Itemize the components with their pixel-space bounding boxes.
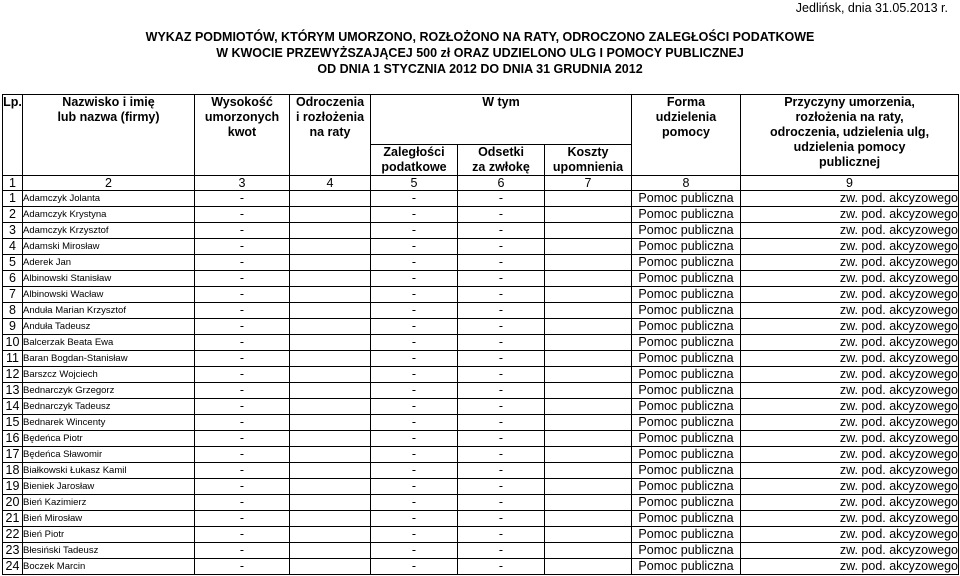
row-interest: - [458, 367, 545, 383]
row-arrears: - [371, 271, 458, 287]
row-name: Anduła Marian Krzysztof [23, 303, 195, 319]
row-deferral [290, 511, 371, 527]
row-amount: - [195, 543, 290, 559]
row-form: Pomoc publiczna [632, 367, 741, 383]
row-arrears: - [371, 559, 458, 575]
header-deferral-line: na raty [309, 125, 351, 139]
row-reason: zw. pod. akcyzowego [741, 399, 959, 415]
row-name: Bednarczyk Tadeusz [23, 399, 195, 415]
column-number: 9 [741, 176, 959, 191]
title-line: WYKAZ PODMIOTÓW, KTÓRYM UMORZONO, ROZŁOŻONO NA RATY, ODROCZONO ZALEGŁOŚCI PODATKOWE [145, 30, 815, 44]
row-name: Będeńca Piotr [23, 431, 195, 447]
row-deferral [290, 207, 371, 223]
row-form: Pomoc publiczna [632, 303, 741, 319]
row-reason: zw. pod. akcyzowego [741, 319, 959, 335]
row-amount: - [195, 463, 290, 479]
row-deferral [290, 319, 371, 335]
row-reason: zw. pod. akcyzowego [741, 559, 959, 575]
row-reason: zw. pod. akcyzowego [741, 335, 959, 351]
row-form: Pomoc publiczna [632, 239, 741, 255]
row-amount: - [195, 479, 290, 495]
row-deferral [290, 559, 371, 575]
header-costs [545, 145, 632, 176]
row-form: Pomoc publiczna [632, 479, 741, 495]
row-arrears: - [371, 463, 458, 479]
row-form: Pomoc publiczna [632, 399, 741, 415]
row-interest: - [458, 527, 545, 543]
row-arrears: - [371, 415, 458, 431]
row-name: Białkowski Łukasz Kamil [23, 463, 195, 479]
row-amount: - [195, 447, 290, 463]
header-reasons-line: rozłożenia na raty, [795, 110, 904, 124]
row-interest: - [458, 351, 545, 367]
row-arrears: - [371, 511, 458, 527]
row-lp: 9 [3, 319, 23, 335]
row-deferral [290, 351, 371, 367]
row-form: Pomoc publiczna [632, 191, 741, 207]
row-reason: zw. pod. akcyzowego [741, 479, 959, 495]
table-row [3, 415, 959, 431]
header-form-line: pomocy [662, 125, 710, 139]
row-form: Pomoc publiczna [632, 543, 741, 559]
row-lp: 6 [3, 271, 23, 287]
row-reason: zw. pod. akcyzowego [741, 207, 959, 223]
row-deferral [290, 335, 371, 351]
row-name: Bień Mirosław [23, 511, 195, 527]
table-row [3, 223, 959, 239]
row-lp: 17 [3, 447, 23, 463]
row-reason: zw. pod. akcyzowego [741, 527, 959, 543]
row-reason: zw. pod. akcyzowego [741, 495, 959, 511]
header-lp: Lp. [3, 95, 23, 176]
column-number: 4 [290, 176, 371, 191]
row-deferral [290, 303, 371, 319]
table-row [3, 303, 959, 319]
row-interest: - [458, 543, 545, 559]
row-amount: - [195, 383, 290, 399]
row-form: Pomoc publiczna [632, 447, 741, 463]
row-reason: zw. pod. akcyzowego [741, 367, 959, 383]
row-amount: - [195, 559, 290, 575]
row-form: Pomoc publiczna [632, 207, 741, 223]
row-name: Adamski Mirosław [23, 239, 195, 255]
row-costs [545, 287, 632, 303]
header-amount [195, 95, 290, 176]
row-lp: 3 [3, 223, 23, 239]
row-reason: zw. pod. akcyzowego [741, 447, 959, 463]
row-amount: - [195, 271, 290, 287]
row-arrears: - [371, 335, 458, 351]
row-deferral [290, 255, 371, 271]
row-costs [545, 351, 632, 367]
row-interest: - [458, 287, 545, 303]
row-deferral [290, 191, 371, 207]
row-reason: zw. pod. akcyzowego [741, 415, 959, 431]
title-line: OD DNIA 1 STYCZNIA 2012 DO DNIA 31 GRUDNIA 2012 [317, 62, 643, 76]
row-reason: zw. pod. akcyzowego [741, 431, 959, 447]
header-arrears [371, 145, 458, 176]
document-title [0, 29, 960, 77]
row-lp: 11 [3, 351, 23, 367]
header-costs-line: Koszty [567, 145, 609, 159]
row-form: Pomoc publiczna [632, 511, 741, 527]
header-interest [458, 145, 545, 176]
row-form: Pomoc publiczna [632, 415, 741, 431]
title-line: W KWOCIE PRZEWYŻSZAJĄCEJ 500 zł ORAZ UDZIELONO ULG I POMOCY PUBLICZNEJ [216, 46, 744, 60]
column-number: 7 [545, 176, 632, 191]
row-arrears: - [371, 319, 458, 335]
row-lp: 12 [3, 367, 23, 383]
table-row [3, 335, 959, 351]
header-reasons-line: Przyczyny umorzenia, [784, 95, 915, 109]
row-amount: - [195, 431, 290, 447]
header-reasons-line: udzielenia pomocy [793, 140, 906, 154]
row-arrears: - [371, 191, 458, 207]
header-amount-line: umorzonych [204, 110, 280, 124]
row-deferral [290, 383, 371, 399]
row-reason: zw. pod. akcyzowego [741, 191, 959, 207]
header-form-line: udzielenia [655, 110, 717, 124]
row-costs [545, 447, 632, 463]
table-row [3, 479, 959, 495]
row-reason: zw. pod. akcyzowego [741, 287, 959, 303]
row-form: Pomoc publiczna [632, 559, 741, 575]
header-interest-line: Odsetki [478, 145, 524, 159]
row-deferral [290, 239, 371, 255]
row-form: Pomoc publiczna [632, 271, 741, 287]
row-lp: 1 [3, 191, 23, 207]
row-arrears: - [371, 399, 458, 415]
row-interest: - [458, 383, 545, 399]
row-name: Barszcz Wojciech [23, 367, 195, 383]
row-name: Anduła Tadeusz [23, 319, 195, 335]
row-lp: 2 [3, 207, 23, 223]
table-row [3, 271, 959, 287]
row-lp: 18 [3, 463, 23, 479]
row-deferral [290, 271, 371, 287]
row-lp: 10 [3, 335, 23, 351]
row-reason: zw. pod. akcyzowego [741, 511, 959, 527]
row-reason: zw. pod. akcyzowego [741, 239, 959, 255]
document-date: Jedlińsk, dnia 31.05.2013 r. [795, 1, 948, 15]
row-form: Pomoc publiczna [632, 495, 741, 511]
column-number: 3 [195, 176, 290, 191]
row-name: Aderek Jan [23, 255, 195, 271]
row-deferral [290, 447, 371, 463]
row-lp: 7 [3, 287, 23, 303]
row-amount: - [195, 399, 290, 415]
row-amount: - [195, 319, 290, 335]
header-name-line: lub nazwa (firmy) [57, 110, 160, 124]
row-lp: 20 [3, 495, 23, 511]
table-row [3, 399, 959, 415]
row-name: Błesiński Tadeusz [23, 543, 195, 559]
row-interest: - [458, 223, 545, 239]
table-row [3, 543, 959, 559]
row-interest: - [458, 399, 545, 415]
row-interest: - [458, 303, 545, 319]
table-row [3, 287, 959, 303]
row-arrears: - [371, 207, 458, 223]
table-row [3, 559, 959, 575]
row-reason: zw. pod. akcyzowego [741, 383, 959, 399]
row-interest: - [458, 271, 545, 287]
row-deferral [290, 223, 371, 239]
header-w-tym: W tym [371, 95, 632, 145]
row-name: Balcerzak Beata Ewa [23, 335, 195, 351]
row-amount: - [195, 287, 290, 303]
table-row [3, 239, 959, 255]
row-lp: 14 [3, 399, 23, 415]
table-row [3, 511, 959, 527]
row-form: Pomoc publiczna [632, 223, 741, 239]
row-reason: zw. pod. akcyzowego [741, 463, 959, 479]
row-deferral [290, 367, 371, 383]
row-deferral [290, 399, 371, 415]
row-reason: zw. pod. akcyzowego [741, 351, 959, 367]
row-lp: 23 [3, 543, 23, 559]
row-reason: zw. pod. akcyzowego [741, 543, 959, 559]
row-form: Pomoc publiczna [632, 383, 741, 399]
row-costs [545, 399, 632, 415]
row-deferral [290, 463, 371, 479]
row-name: Adamczyk Krzysztof [23, 223, 195, 239]
table-row [3, 447, 959, 463]
table-row [3, 527, 959, 543]
header-amount-line: Wysokość [211, 95, 273, 109]
row-costs [545, 191, 632, 207]
row-interest: - [458, 559, 545, 575]
row-name: Baran Bogdan-Stanisław [23, 351, 195, 367]
row-lp: 8 [3, 303, 23, 319]
row-lp: 21 [3, 511, 23, 527]
row-deferral [290, 431, 371, 447]
header-arrears-line: podatkowe [381, 160, 447, 174]
row-interest: - [458, 191, 545, 207]
row-costs [545, 543, 632, 559]
row-interest: - [458, 255, 545, 271]
header-interest-line: za zwłokę [472, 160, 530, 174]
row-name: Bień Kazimierz [23, 495, 195, 511]
row-deferral [290, 527, 371, 543]
row-lp: 24 [3, 559, 23, 575]
row-amount: - [195, 207, 290, 223]
row-reason: zw. pod. akcyzowego [741, 255, 959, 271]
row-amount: - [195, 415, 290, 431]
row-interest: - [458, 495, 545, 511]
row-lp: 13 [3, 383, 23, 399]
column-number: 8 [632, 176, 741, 191]
row-costs [545, 527, 632, 543]
row-form: Pomoc publiczna [632, 319, 741, 335]
row-costs [545, 239, 632, 255]
row-costs [545, 255, 632, 271]
header-form [632, 95, 741, 176]
column-number: 2 [23, 176, 195, 191]
row-form: Pomoc publiczna [632, 255, 741, 271]
row-interest: - [458, 335, 545, 351]
row-amount: - [195, 223, 290, 239]
row-arrears: - [371, 431, 458, 447]
header-arrears-line: Zaległości [383, 145, 445, 159]
row-costs [545, 479, 632, 495]
table-row [3, 367, 959, 383]
table-row [3, 431, 959, 447]
row-amount: - [195, 511, 290, 527]
row-form: Pomoc publiczna [632, 287, 741, 303]
column-number: 1 [3, 176, 23, 191]
row-amount: - [195, 495, 290, 511]
row-deferral [290, 495, 371, 511]
row-amount: - [195, 367, 290, 383]
row-lp: 16 [3, 431, 23, 447]
row-amount: - [195, 303, 290, 319]
row-name: Albinowski Stanisław [23, 271, 195, 287]
row-arrears: - [371, 543, 458, 559]
row-costs [545, 495, 632, 511]
column-number: 5 [371, 176, 458, 191]
row-costs [545, 223, 632, 239]
row-name: Adamczyk Krystyna [23, 207, 195, 223]
row-name: Bednarek Wincenty [23, 415, 195, 431]
row-costs [545, 415, 632, 431]
row-costs [545, 463, 632, 479]
row-reason: zw. pod. akcyzowego [741, 223, 959, 239]
row-costs [545, 559, 632, 575]
row-interest: - [458, 447, 545, 463]
header-name [23, 95, 195, 176]
row-interest: - [458, 511, 545, 527]
row-deferral [290, 543, 371, 559]
table-row [3, 351, 959, 367]
row-name: Boczek Marcin [23, 559, 195, 575]
row-lp: 4 [3, 239, 23, 255]
row-interest: - [458, 239, 545, 255]
row-lp: 5 [3, 255, 23, 271]
row-arrears: - [371, 239, 458, 255]
row-amount: - [195, 191, 290, 207]
row-costs [545, 271, 632, 287]
row-costs [545, 207, 632, 223]
row-arrears: - [371, 367, 458, 383]
row-name: Będeńca Sławomir [23, 447, 195, 463]
row-interest: - [458, 415, 545, 431]
header-name-line: Nazwisko i imię [62, 95, 155, 109]
table-row [3, 463, 959, 479]
header-deferral [290, 95, 371, 176]
header-reasons-line: odroczenia, udzielenia ulg, [769, 125, 930, 139]
row-form: Pomoc publiczna [632, 527, 741, 543]
column-number-row [3, 176, 959, 191]
row-lp: 22 [3, 527, 23, 543]
row-reason: zw. pod. akcyzowego [741, 271, 959, 287]
header-form-line: Forma [666, 95, 706, 109]
row-form: Pomoc publiczna [632, 463, 741, 479]
row-deferral [290, 479, 371, 495]
header-costs-line: upomnienia [552, 160, 624, 174]
row-name: Adamczyk Jolanta [23, 191, 195, 207]
row-amount: - [195, 527, 290, 543]
row-lp: 19 [3, 479, 23, 495]
row-form: Pomoc publiczna [632, 335, 741, 351]
header-deferral-line: Odroczenia [295, 95, 365, 109]
row-form: Pomoc publiczna [632, 351, 741, 367]
row-reason: zw. pod. akcyzowego [741, 303, 959, 319]
row-arrears: - [371, 255, 458, 271]
row-interest: - [458, 463, 545, 479]
row-arrears: - [371, 287, 458, 303]
row-amount: - [195, 255, 290, 271]
row-arrears: - [371, 527, 458, 543]
header-reasons-line: publicznej [818, 155, 881, 169]
row-arrears: - [371, 479, 458, 495]
table-row [3, 319, 959, 335]
row-costs [545, 335, 632, 351]
row-name: Albinowski Wacław [23, 287, 195, 303]
header-reasons [741, 95, 959, 176]
row-costs [545, 367, 632, 383]
row-lp: 15 [3, 415, 23, 431]
row-form: Pomoc publiczna [632, 431, 741, 447]
row-amount: - [195, 351, 290, 367]
row-costs [545, 303, 632, 319]
row-interest: - [458, 431, 545, 447]
header-amount-line: kwot [227, 125, 257, 139]
row-arrears: - [371, 223, 458, 239]
beneficiaries-table [2, 94, 959, 575]
row-name: Bieniek Jarosław [23, 479, 195, 495]
row-interest: - [458, 319, 545, 335]
table-row [3, 191, 959, 207]
row-deferral [290, 415, 371, 431]
row-arrears: - [371, 383, 458, 399]
table-row [3, 495, 959, 511]
row-deferral [290, 287, 371, 303]
row-costs [545, 511, 632, 527]
row-interest: - [458, 207, 545, 223]
table-row [3, 383, 959, 399]
row-costs [545, 431, 632, 447]
row-arrears: - [371, 303, 458, 319]
row-arrears: - [371, 495, 458, 511]
row-amount: - [195, 335, 290, 351]
row-arrears: - [371, 447, 458, 463]
column-number: 6 [458, 176, 545, 191]
row-interest: - [458, 479, 545, 495]
row-name: Bień Piotr [23, 527, 195, 543]
table-row [3, 255, 959, 271]
header-deferral-line: i rozłożenia [295, 110, 365, 124]
row-costs [545, 383, 632, 399]
table-row [3, 207, 959, 223]
row-name: Bednarczyk Grzegorz [23, 383, 195, 399]
row-costs [545, 319, 632, 335]
row-amount: - [195, 239, 290, 255]
row-arrears: - [371, 351, 458, 367]
